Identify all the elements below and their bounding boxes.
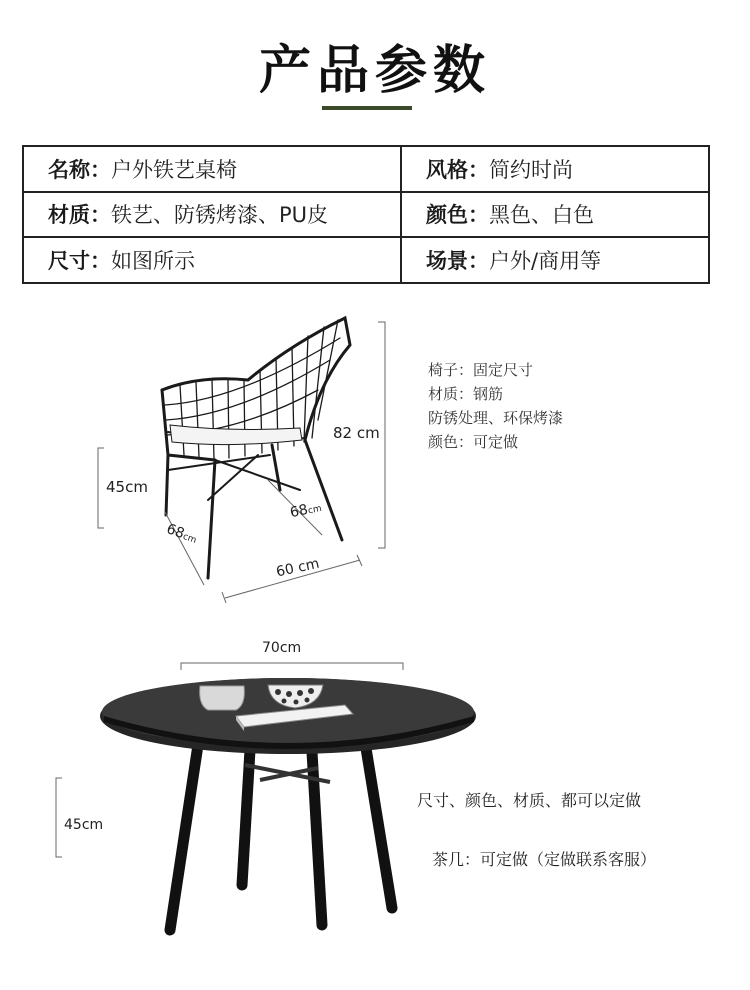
spec-label: 尺寸： <box>48 249 111 274</box>
chair-height-label: 82 cm <box>333 424 380 442</box>
chair-note: 材质：钢筋 <box>428 385 504 403</box>
chair-depth-left-unit: cm <box>181 531 198 546</box>
spec-value: 黑色、白色 <box>489 203 594 228</box>
chair-note: 颜色：可定做 <box>428 433 519 451</box>
table-height-line <box>56 778 62 857</box>
chair-width-label: 60 cm <box>274 555 321 581</box>
chair-depth-right-unit: cm <box>307 503 323 517</box>
chair-note: 椅子：固定尺寸 <box>428 361 534 379</box>
table-note-coffee: 茶几：可定做（定做联系客服） <box>432 850 657 869</box>
chair-depth-right-value: 68 <box>288 501 310 522</box>
spec-value: 铁艺、防锈烤漆、PU皮 <box>111 203 329 228</box>
spec-label: 名称： <box>48 157 111 182</box>
chair-note: 防锈处理、环保烤漆 <box>428 409 564 427</box>
table-diameter-line <box>181 663 403 670</box>
spec-label: 材质： <box>48 203 111 228</box>
chair-notes <box>428 358 563 454</box>
chair-seat-height-line <box>98 448 104 528</box>
page-title: 产品参数 <box>258 40 491 101</box>
chair-seat-height-label: 45cm <box>106 478 148 496</box>
table-diameter-label: 70cm <box>262 640 302 656</box>
spec-value: 户外/商用等 <box>489 249 602 274</box>
spec-label: 颜色： <box>426 203 489 228</box>
spec-value: 户外铁艺桌椅 <box>111 157 237 182</box>
spec-value: 简约时尚 <box>489 157 573 182</box>
spec-value: 如图所示 <box>111 249 195 274</box>
chair-depth-left-value: 68 <box>164 521 187 543</box>
spec-label: 场景： <box>426 249 489 274</box>
table-height-label: 45cm <box>64 817 104 833</box>
spec-label: 风格： <box>426 157 489 182</box>
table-note-custom: 尺寸、颜色、材质、都可以定做 <box>417 791 642 810</box>
